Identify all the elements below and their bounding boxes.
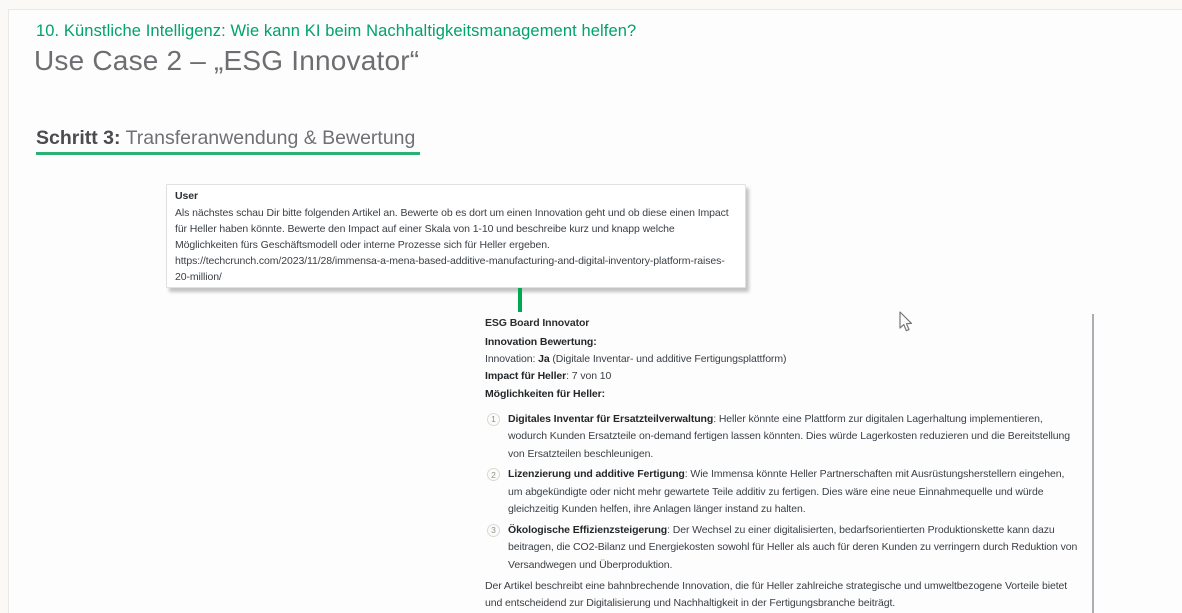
- innovation-detail: (Digitale Inventar- und additive Fertigungsplattform): [549, 353, 787, 366]
- list-item-text: [508, 411, 1078, 464]
- slide-title: Use Case 2 – „ESG Innovator“: [34, 45, 420, 76]
- list-item: [485, 411, 1078, 464]
- list-item: [485, 522, 1078, 575]
- impact-line: [485, 368, 1078, 385]
- assistant-message: [485, 316, 1078, 612]
- innovation-rating-heading: Innovation Bewertung:: [485, 336, 597, 348]
- closing-paragraph: Der Artikel beschreibt eine bahnbrechende Innovation, die für Heller zahlreiche strategische und umweltbezogene Vorteile bietet und entscheidend zur Digitalisierung und Nachhaltigkeit in der Fertigungsbranche beiträgt.: [485, 580, 1068, 610]
- list-number-badge: 1: [487, 413, 500, 426]
- impact-value: : 7 von 10: [566, 370, 612, 383]
- slide-content-area: [8, 9, 1182, 613]
- innovation-line: [485, 351, 1078, 368]
- slide-kicker: 10. Künstliche Intelligenz: Wie kann KI beim Nachhaltigkeitsmanagement helfen?: [36, 22, 637, 40]
- list-item-body: : Wie Immensa könnte Heller Partnerschaften mit Ausrüstungsherstellern eingehen, um abgekündigte oder nicht mehr gewartete Teile additiv zu fertigen. Dies wäre eine neue Einnahmequelle und würde gleichzeitig Kunden helfen, ihre Anlagen länger instand zu halten.: [508, 468, 1065, 516]
- list-number-badge: 3: [487, 524, 500, 537]
- article-url-text: https://techcrunch.com/2023/11/28/immensa-a-mena-based-additive-manufacturing-and-digital-inventory-platform-raises-20-million/: [175, 255, 725, 283]
- possibilities-heading: Möglichkeiten für Heller:: [485, 387, 606, 400]
- step-heading: [36, 127, 415, 150]
- list-item-title: Lizenzierung und additive Fertigung: [508, 468, 685, 481]
- connector-line: [518, 288, 522, 312]
- innovation-label: Innovation:: [485, 353, 539, 366]
- possibilities-list: [485, 411, 1078, 575]
- mouse-cursor-icon: [898, 311, 914, 334]
- list-item-title: Ökologische Effizienzsteigerung: [508, 523, 668, 536]
- user-message-text: Als nächstes schau Dir bitte folgenden Artikel an. Bewerte ob es dort um einen Innovation geht und ob diese einen Impact für Heller haben könnte. Bewerte den Impact auf einer Skala von 1-10 und beschreibe kurz und knapp welche Möglichkeiten fürs Geschäftsmodell oder interne Prozesse sich für Heller ergeben.: [175, 207, 729, 251]
- user-message-card: [166, 184, 746, 288]
- impact-label: Impact für Heller: [485, 370, 567, 383]
- step-title: Transferanwendung & Bewertung: [120, 127, 416, 149]
- user-sender-label: User: [175, 190, 198, 202]
- list-number-badge: 2: [487, 468, 500, 481]
- innovation-value: Ja: [538, 353, 550, 366]
- pane-divider-line: [1092, 314, 1094, 613]
- list-item-title: Digitales Inventar für Ersatzteilverwaltung: [508, 412, 714, 425]
- step-underline: [36, 152, 420, 155]
- list-item: [485, 466, 1078, 519]
- list-item-body: : Der Wechsel zu einer digitalisierten, bedarfsorientierten Produktionskette kann dazu beitragen, die CO2-Bilanz und Energiekosten sowohl für Heller als auch für deren Kunden zu verringern durch Reduktion von Versandwegen und Überproduktion.: [508, 523, 1078, 571]
- step-label: Schritt 3:: [36, 127, 121, 149]
- list-item-text: [508, 522, 1078, 575]
- list-item-body: : Heller könnte eine Plattform zur digitalen Lagerhaltung implementieren, wodurch Kunden Ersatzteile on-demand fertigen lassen könnten. Dies würde Lagerkosten reduzieren und die Bereitstellung von Ersatzteilen beschleunigen.: [508, 412, 1070, 460]
- list-item-text: [508, 466, 1078, 519]
- assistant-sender-label: ESG Board Innovator: [485, 317, 590, 329]
